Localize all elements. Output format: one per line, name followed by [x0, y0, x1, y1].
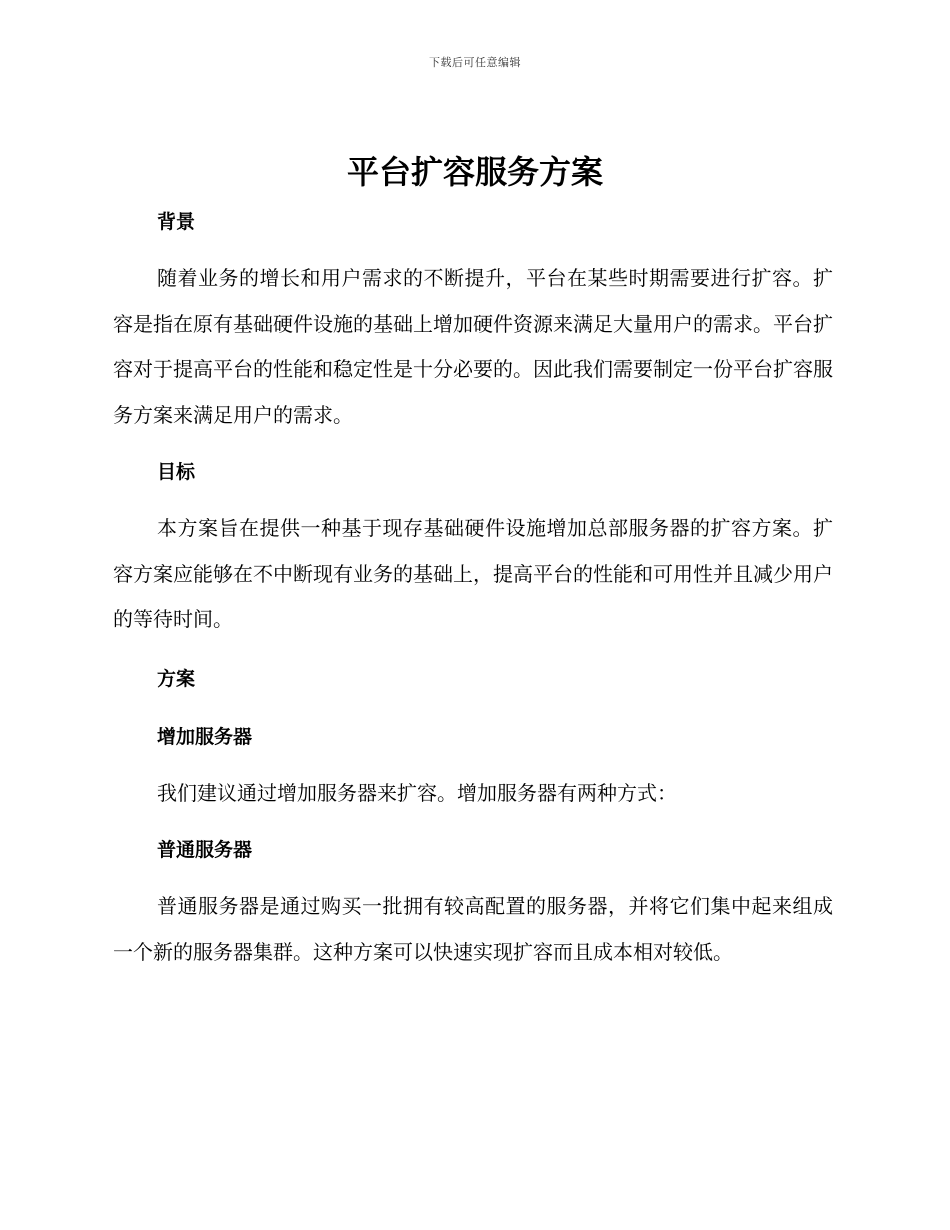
paragraph-normal-servers: 普通服务器是通过购买一批拥有较高配置的服务器，并将它们集中起来组成一个新的服务器集群。这种方案可以快速实现扩容而且成本相对较低。	[113, 894, 833, 964]
document-title: 平台扩容服务方案	[346, 153, 603, 191]
heading-goal: 目标	[157, 461, 196, 483]
heading-add-servers: 增加服务器	[157, 725, 253, 748]
header-note: 下载后可任意编辑	[429, 56, 521, 69]
paragraph-goal: 本方案旨在提供一种基于现存基础硬件设施增加总部服务器的扩容方案。扩容方案应能够在不中断现有业务的基础上，提高平台的性能和可用性并且减少用户的等待时间。	[113, 516, 833, 631]
heading-plan: 方案	[157, 667, 196, 690]
paragraph-background: 随着业务的增长和用户需求的不断提升，平台在某些时期需要进行扩容。扩容是指在原有基础硬件设施的基础上增加硬件资源来满足大量用户的需求。平台扩容对于提高平台的性能和稳定性是十分必要的。因此我们需要制定一份平台扩容服务方案来满足用户的需求。	[113, 266, 833, 427]
paragraph-add-servers: 我们建议通过增加服务器来扩容。增加服务器有两种方式：	[157, 780, 677, 805]
document-body	[113, 200, 833, 975]
heading-background: 背景	[157, 211, 196, 233]
heading-normal-servers: 普通服务器	[157, 839, 253, 861]
